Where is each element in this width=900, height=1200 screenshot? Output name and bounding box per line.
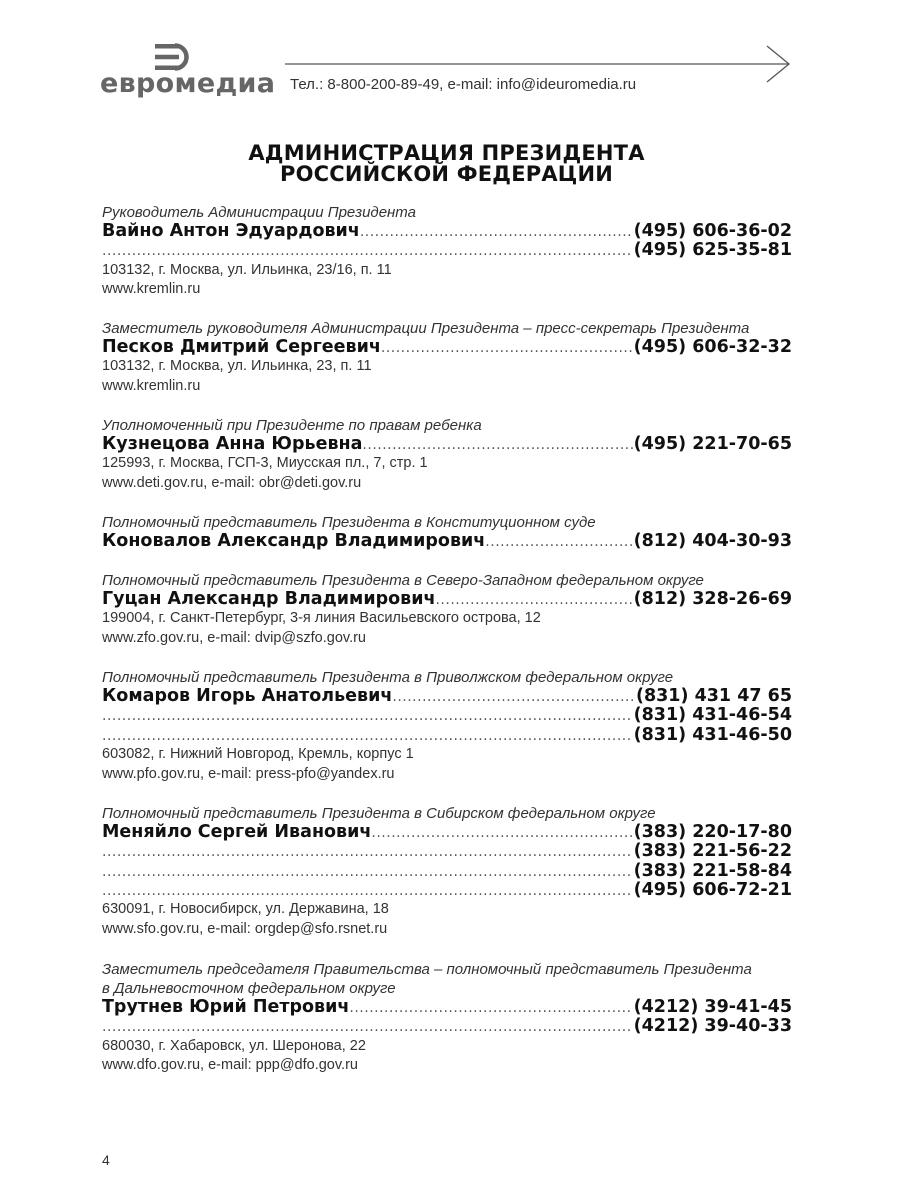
entry-role: Заместитель руководителя Администрации Президента – пресс-секретарь Президента bbox=[102, 320, 750, 337]
entry-phone: (831) 431 47 65 bbox=[635, 686, 792, 706]
entry-name-row bbox=[102, 590, 792, 609]
entry-name: Коновалов Александр Владимирович bbox=[102, 531, 486, 551]
dot-leader bbox=[381, 339, 633, 358]
entry-address: 603082, г. Нижний Новгород, Кремль, корпус 1 bbox=[102, 745, 414, 762]
entry-name: Меняйло Сергей Иванович bbox=[102, 822, 372, 842]
dot-leader bbox=[371, 824, 632, 843]
entry-phone-row bbox=[102, 881, 792, 900]
entry-phone: (4212) 39-40-33 bbox=[633, 1016, 792, 1037]
dot-leader bbox=[362, 436, 632, 455]
entry-phone-row bbox=[102, 706, 792, 725]
directory-entry bbox=[102, 203, 792, 300]
dot-leader bbox=[485, 533, 632, 552]
entry-web: www.deti.gov.ru, e-mail: obr@deti.gov.ru bbox=[102, 475, 362, 492]
entry-phone: (495) 606-36-02 bbox=[633, 221, 792, 241]
page-number: 4 bbox=[102, 1152, 110, 1168]
entry-phone: (495) 606-32-32 bbox=[633, 337, 792, 357]
dot-leader bbox=[102, 707, 633, 726]
dot-leader bbox=[102, 242, 633, 261]
entry-name-row bbox=[102, 338, 792, 357]
directory-entry bbox=[102, 571, 792, 649]
entry-address: 103132, г. Москва, ул. Ильинка, 23, п. 11 bbox=[102, 358, 372, 375]
entry-address: 103132, г. Москва, ул. Ильинка, 23/16, п. 11 bbox=[102, 261, 392, 278]
header-contact: Тел.: 8-800-200-89-49, e-mail: info@ideuromedia.ru bbox=[290, 76, 637, 93]
brand-name: евромедиа bbox=[100, 68, 276, 99]
entry-web: www.kremlin.ru bbox=[102, 281, 201, 298]
entry-name-row bbox=[102, 998, 792, 1017]
entry-phone-row bbox=[102, 726, 792, 745]
entry-phone-row bbox=[102, 862, 792, 881]
entry-web: www.dfo.gov.ru, e-mail: ppp@dfo.gov.ru bbox=[102, 1057, 358, 1074]
entry-phone: (495) 606-72-21 bbox=[633, 879, 792, 900]
entry-phone: (495) 221-70-65 bbox=[633, 434, 792, 454]
entry-address: 630091, г. Новосибирск, ул. Державина, 18 bbox=[102, 901, 389, 918]
entry-name-row bbox=[102, 222, 792, 241]
entry-address: 680030, г. Хабаровск, ул. Шеронова, 22 bbox=[102, 1037, 366, 1054]
entry-phone: (383) 221-58-84 bbox=[633, 860, 792, 881]
page-title bbox=[0, 143, 893, 185]
entry-name: Трутнев Юрий Петрович bbox=[102, 997, 350, 1017]
entry-name-row bbox=[102, 532, 792, 551]
dot-leader bbox=[360, 223, 633, 242]
entry-name: Комаров Игорь Анатольевич bbox=[102, 686, 393, 706]
entry-name: Песков Дмитрий Сергеевич bbox=[102, 337, 381, 357]
dot-leader bbox=[102, 843, 633, 862]
entry-web: www.zfo.gov.ru, e-mail: dvip@szfo.gov.ru bbox=[102, 630, 366, 647]
entry-name-row bbox=[102, 435, 792, 454]
entry-address: 125993, г. Москва, ГСП-3, Миусская пл., 7, стр. 1 bbox=[102, 455, 428, 472]
entry-phone: (495) 625-35-81 bbox=[633, 240, 792, 261]
entry-phone: (831) 431-46-54 bbox=[633, 705, 792, 726]
directory-entry bbox=[102, 319, 792, 397]
entry-phone-row bbox=[102, 241, 792, 260]
directory-entry bbox=[102, 960, 792, 1076]
entry-role: Полномочный представитель Президента в Северо-Западном федеральном округе bbox=[102, 572, 704, 589]
entry-phone: (812) 404-30-93 bbox=[633, 531, 792, 551]
dot-leader bbox=[435, 591, 632, 610]
entry-role: Заместитель председателя Правительства – полномочный представитель Президента bbox=[102, 961, 752, 978]
entry-role: Полномочный представитель Президента в Конституционном суде bbox=[102, 514, 596, 531]
dot-leader bbox=[102, 882, 633, 901]
entry-phone: (383) 220-17-80 bbox=[633, 822, 792, 842]
dot-leader bbox=[102, 1018, 633, 1037]
dot-leader bbox=[392, 688, 635, 707]
entry-role-continued: в Дальневосточном федеральном округе bbox=[102, 980, 396, 997]
entry-phone: (812) 328-26-69 bbox=[633, 589, 792, 609]
entry-address: 199004, г. Санкт-Петербург, 3-я линия Васильевского острова, 12 bbox=[102, 610, 541, 627]
entry-name: Вайно Антон Эдуардович bbox=[102, 221, 360, 241]
directory-entry bbox=[102, 513, 792, 551]
entry-phone-row bbox=[102, 1017, 792, 1036]
entry-web: www.pfo.gov.ru, e-mail: press-pfo@yandex.ru bbox=[102, 765, 395, 782]
directory-entry bbox=[102, 668, 792, 784]
directory-entry bbox=[102, 804, 792, 940]
entry-name: Кузнецова Анна Юрьевна bbox=[102, 434, 363, 454]
brand-logo bbox=[100, 38, 276, 100]
page-title-line-1: АДМИНИСТРАЦИЯ ПРЕЗИДЕНТА bbox=[248, 141, 645, 165]
page-title-line-2: РОССИЙСКОЙ ФЕДЕРАЦИИ bbox=[279, 162, 614, 186]
entry-phone-row bbox=[102, 842, 792, 861]
dot-leader bbox=[349, 999, 632, 1018]
entry-name-row bbox=[102, 823, 792, 842]
directory-entry bbox=[102, 416, 792, 494]
entry-phone: (4212) 39-41-45 bbox=[633, 997, 792, 1017]
entry-web: www.sfo.gov.ru, e-mail: orgdep@sfo.rsnet.ru bbox=[102, 920, 388, 937]
entry-role: Руководитель Администрации Президента bbox=[102, 204, 416, 221]
entry-role: Полномочный представитель Президента в Приволжском федеральном округе bbox=[102, 669, 674, 686]
dot-leader bbox=[102, 863, 633, 882]
dot-leader bbox=[102, 727, 633, 746]
entry-phone: (831) 431-46-50 bbox=[633, 724, 792, 745]
entry-role: Уполномоченный при Президенте по правам ребенка bbox=[102, 417, 482, 434]
entry-name: Гуцан Александр Владимирович bbox=[102, 589, 436, 609]
entry-phone: (383) 221-56-22 bbox=[633, 841, 792, 862]
entry-name-row bbox=[102, 687, 792, 706]
entry-web: www.kremlin.ru bbox=[102, 378, 201, 395]
entry-role: Полномочный представитель Президента в Сибирском федеральном округе bbox=[102, 805, 656, 822]
